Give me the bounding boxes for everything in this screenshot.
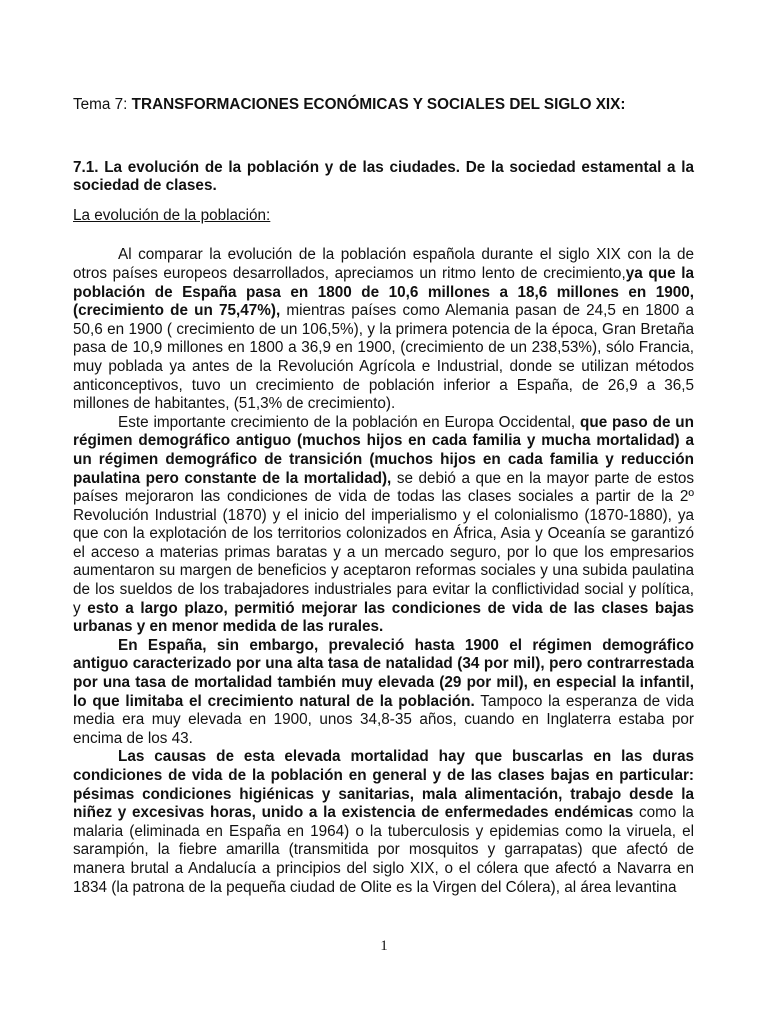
paragraph-4 <box>73 748 694 897</box>
page-number: 1 <box>380 938 388 954</box>
paragraph-1 <box>73 246 694 413</box>
paragraph-text: como la malaria (eliminada en España en 1964) o la tuberculosis y epidemias como la viruela, el sarampión, la fiebre amarilla (transmitida por mosquitos y garrapatas) que afectó de manera brutal a Andalucía a principios del siglo XIX, o el cólera que afectó a Navarra en 1834 (la patrona de la pequeña ciudad de Olite es la Virgen del Cólera), al área levantina <box>73 804 694 896</box>
subheading <box>73 207 694 226</box>
document-body <box>73 96 694 897</box>
paragraph-text: se debió a que en la mayor parte de estos países mejoraron las condiciones de vida de todas las clases sociales a partir de la 2º Revolución Industrial (1870) y el inicio del imperialismo y el colonialismo (1870-1880), ya que con la explotación de los territorios colonizados en África, Asia y Oceanía se garantizó el acceso a materias primas baratas y a un mercado seguro, por lo que los empresarios aumentaron su margen de beneficios y aceptaron reformas sociales y una subida paulatina de los sueldos de los trabajadores industriales para evitar la conflictividad social y política, y <box>73 469 694 617</box>
paragraph-text: mientras países como Alemania pasan de 24,5 en 1800 a 50,6 en 1900 ( crecimiento de un 106,5%), y la primera potencia de la época, Gran Bretaña pasa de 10,9 millones en 1800 a 36,9 en 1900, (crecimiento de un 238,53%), sólo Francia, muy poblada ya antes de la Revolución Agrícola e Industrial, donde se utilizan métodos anticonceptivos, tuvo un crecimiento de población inferior a España, de 26,9 a 36,5 millones de habitantes, (51,3% de crecimiento). <box>73 302 694 413</box>
paragraph-3 <box>73 637 694 749</box>
paragraph-bold-text: En España, sin embargo, prevaleció hasta 1900 el régimen demográfico antiguo caracterizado por una alta tasa de natalidad (34 por mil), pero contrarrestada por una tasa de mortalidad también muy elevada (29 por mil), en especial la infantil, lo que limitaba el crecimiento natural de la población. <box>73 636 694 710</box>
paragraph-text: Este importante crecimiento de la población en Europa Occidental, <box>118 413 581 431</box>
paragraph-bold-text: Las causas de esta elevada mortalidad hay que buscarlas en las duras condiciones de vida de la población en general y de las clases bajas en particular: pésimas condiciones higiénicas y sanitarias, mala alimentación, trabajo desde la niñez y excesivas horas, unido a la existencia de enfermedades endémicas <box>73 748 694 822</box>
section-heading: 7.1. La evolución de la población y de las ciudades. De la sociedad estamental a la sociedad de clases. <box>73 158 694 195</box>
title-main: TRANSFORMACIONES ECONÓMICAS Y SOCIALES DEL SIGLO XIX: <box>131 96 626 113</box>
paragraph-text: Al comparar la evolución de la población española durante el siglo XIX con la de otros países europeos desarrollados, apreciamos un ritmo lento de crecimiento, <box>73 246 694 282</box>
paragraphs <box>73 246 694 897</box>
paragraph-bold-text: esto a largo plazo, permitió mejorar las condiciones de vida de las clases bajas urbanas y en menor medida de las rurales. <box>73 599 694 636</box>
title-prefix: Tema 7: <box>73 96 132 113</box>
paragraph-bold-text: ya que la población de España pasa en 1800 de 10,6 millones a 18,6 millones en 1900, (crecimiento de un 75,47%), <box>73 264 695 320</box>
document-title <box>73 96 694 115</box>
paragraph-2 <box>73 414 694 637</box>
paragraph-bold-text: que paso de un régimen demográfico antiguo (muchos hijos en cada familia y mucha mortalidad) a un régimen demográfico de transición (muchos hijos en cada familia y reducción paulatina pero constante de la mortalidad), <box>73 413 694 487</box>
paragraph-text: Tampoco la esperanza de vida media era muy elevada en 1900, unos 34,8-35 años, cuando en Inglaterra estaba por encima de los 43. <box>73 692 695 747</box>
subheading-text: La evolución de la población: <box>73 206 271 224</box>
